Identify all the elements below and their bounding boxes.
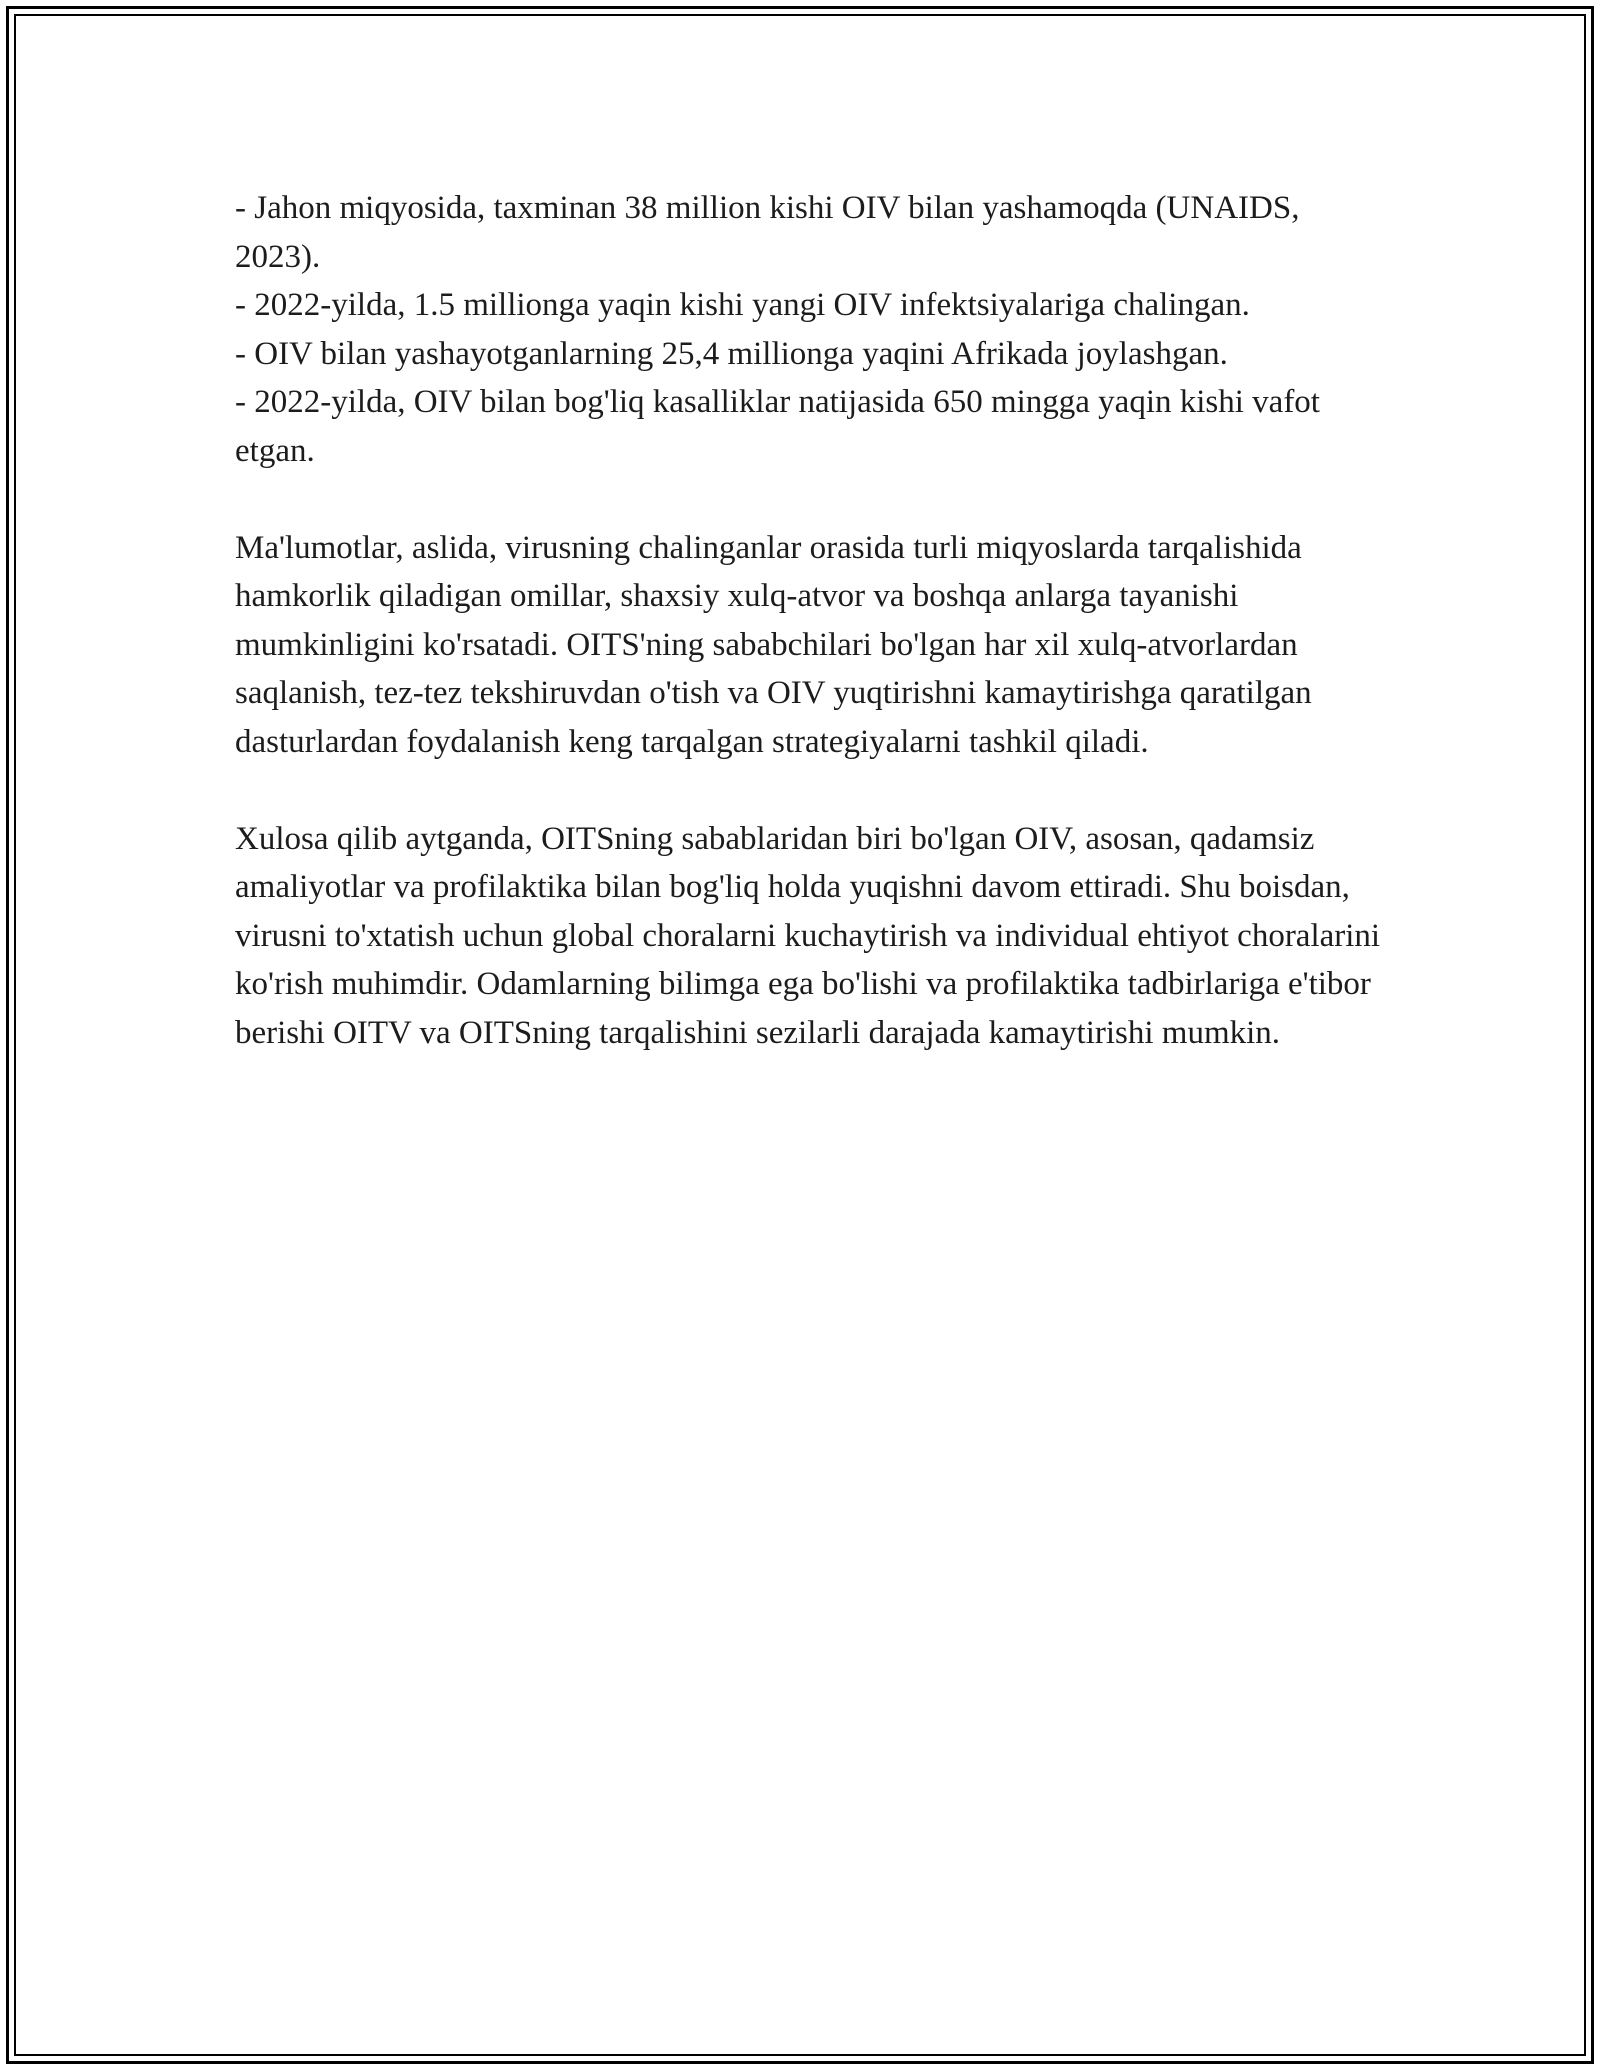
list-item: - OIV bilan yashayotganlarning 25,4 millionga yaqini Afrikada joylashgan.	[235, 335, 1228, 372]
statistics-list	[235, 184, 1385, 475]
document-body	[235, 184, 1385, 1057]
paragraph-conclusion: Xulosa qilib aytganda, OITSning sabablaridan biri bo'lgan OIV, asosan, qadamsiz amaliyotlar va profilaktika bilan bog'liq holda yuqishni davom ettiradi. Shu boisdan, virusni to'xtatish uchun global choralarni kuchaytirish va individual ehtiyot choralarini ko'rish muhimdir. Odamlarning bilimga ega bo'lishi va profilaktika tadbirlariga e'tibor berishi OITV va OITSning tarqalishini sezilarli darajada kamaytirishi mumkin.	[235, 820, 1381, 1051]
list-item: - Jahon miqyosida, taxminan 38 million kishi OIV bilan yashamoqda (UNAIDS, 2023).	[235, 190, 1300, 275]
list-item: - 2022-yilda, 1.5 millionga yaqin kishi yangi OIV infektsiyalariga chalingan.	[235, 287, 1250, 323]
paragraph-data-analysis: Ma'lumotlar, aslida, virusning chalinganlar orasida turli miqyoslarda tarqalishida hamkorlik qiladigan omillar, shaxsiy xulq-atvor va boshqa anlarga tayanishi mumkinligini ko'rsatadi. OITS'ning sababchilari bo'lgan har xil xulq-atvorlardan saqlanish, tez-tez tekshiruvdan o'tish va OIV yuqtirishni kamaytirishga qaratilgan dasturlardan foydalanish keng tarqalgan strategiyalarni tashkil qiladi.	[235, 529, 1312, 760]
list-item: - 2022-yilda, OIV bilan bog'liq kasalliklar natijasida 650 mingga yaqin kishi vafot etgan.	[235, 384, 1320, 469]
